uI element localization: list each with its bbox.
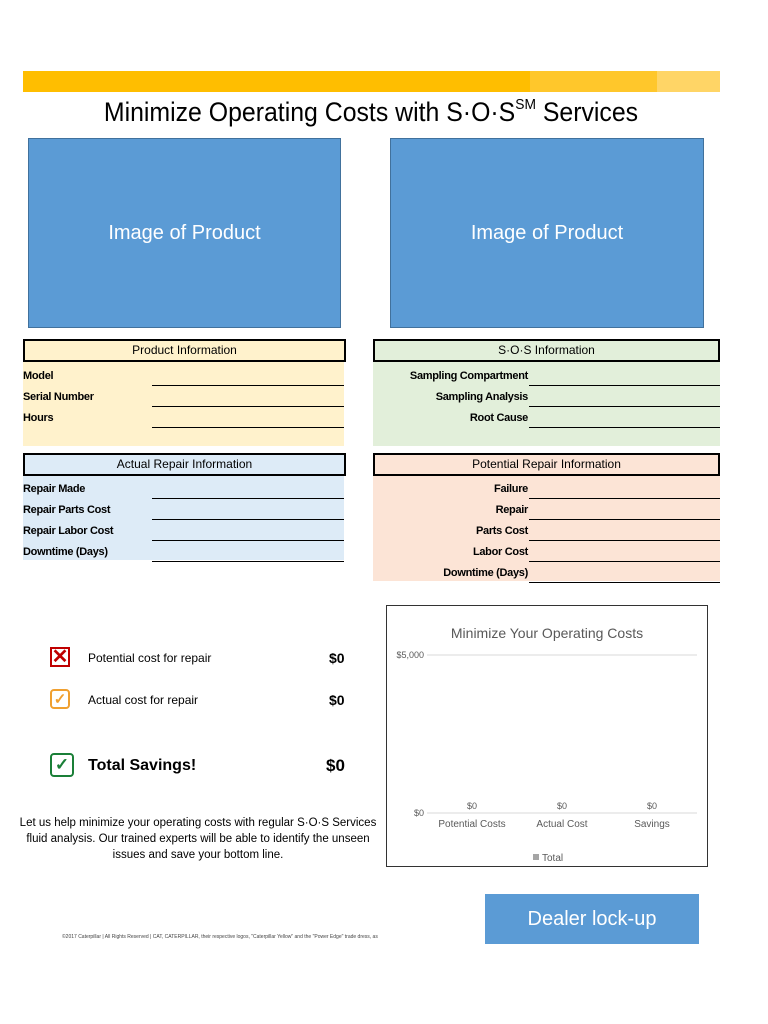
actual-repair-field-row: Repair Made [23,479,344,500]
product-image-placeholder-left: Image of Product [28,138,341,328]
chart-legend-swatch [533,854,539,860]
chart-data-label: $0 [466,801,478,811]
parts-cost-input-line[interactable] [529,540,720,541]
sampling-analysis-input-line[interactable] [529,406,720,407]
failure-input-line[interactable] [529,498,720,499]
potential-repair-field-row: Parts Cost [373,521,720,542]
repair-labor-cost-input-line[interactable] [152,540,344,541]
chart-title: Minimize Your Operating Costs [450,625,644,641]
sos-field-row: Root Cause [373,408,720,429]
actual-repair-field-row: Repair Labor Cost [23,521,344,542]
potential-repair-field-row: Repair [373,500,720,521]
operating-costs-chart [386,605,708,867]
product-field-row: Model [23,366,344,387]
x-mark-icon: ✕ [51,646,69,668]
potential-repair-header: Potential Repair Information [373,453,720,476]
potential-repair-field-row: Downtime (Days) [373,563,720,584]
chart-svg [387,606,707,866]
product-field-row: Serial Number [23,387,344,408]
product-image-placeholder-right: Image of Product [390,138,704,328]
labor-cost-input-line[interactable] [529,561,720,562]
chart-data-label: $0 [556,801,568,811]
chart-x-tick-label: Savings [634,819,670,830]
repair-parts-cost-input-line[interactable] [152,519,344,520]
repair-made-input-line[interactable] [152,498,344,499]
check-mark-icon: ✓ [50,753,74,777]
chart-y-tick-label: $0 [413,808,424,818]
potential-cost-value: $0 [329,650,345,666]
chart-legend-label: Total [542,853,564,864]
model-input-line[interactable] [152,385,344,386]
downtime-input-line[interactable] [152,561,344,562]
total-savings-value: $0 [326,756,345,775]
sos-field-row: Sampling Compartment [373,366,720,387]
actual-cost-value: $0 [329,692,345,708]
copyright-notice: ©2017 Caterpillar | All Rights Reserved | CAT, CATERPILLAR, their respective logos, "Caterpillar Yellow" and the "Power Edge" trade dress, as [62,934,378,940]
product-field-row: Hours [23,408,344,429]
actual-repair-field-row: Downtime (Days) [23,542,344,563]
check-mark-icon: ✓ [50,689,70,709]
repair-input-line[interactable] [529,519,720,520]
hours-input-line[interactable] [152,427,344,428]
total-savings-label: Total Savings! [88,757,197,774]
actual-repair-header: Actual Repair Information [23,453,346,476]
actual-repair-field-row: Repair Parts Cost [23,500,344,521]
chart-x-tick-label: Actual Cost [536,819,588,830]
chart-x-tick-label: Potential Costs [438,819,506,830]
root-cause-input-line[interactable] [529,427,720,428]
page-title: Minimize Operating Costs with S·O·S℠ Services [103,96,639,127]
dealer-lockup-placeholder: Dealer lock-up [485,894,699,944]
chart-y-tick-label: $5,000 [396,650,424,660]
actual-cost-label: Actual cost for repair [88,693,199,707]
marketing-blurb: Let us help minimize your operating costs with regular S·O·S Services fluid analysis. Our trained experts will be able to identify the unseen issues and save your bottom line. [19,817,377,861]
brand-color-bar [23,71,720,92]
serial-number-input-line[interactable] [152,406,344,407]
sos-field-row: Sampling Analysis [373,387,720,408]
product-info-header: Product Information [23,339,346,362]
sampling-compartment-input-line[interactable] [529,385,720,386]
potential-downtime-input-line[interactable] [529,582,720,583]
chart-data-label: $0 [646,801,658,811]
potential-repair-field-row: Labor Cost [373,542,720,563]
potential-cost-label: Potential cost for repair [88,651,212,665]
sos-info-header: S·O·S Information [373,339,720,362]
potential-repair-field-row: Failure [373,479,720,500]
